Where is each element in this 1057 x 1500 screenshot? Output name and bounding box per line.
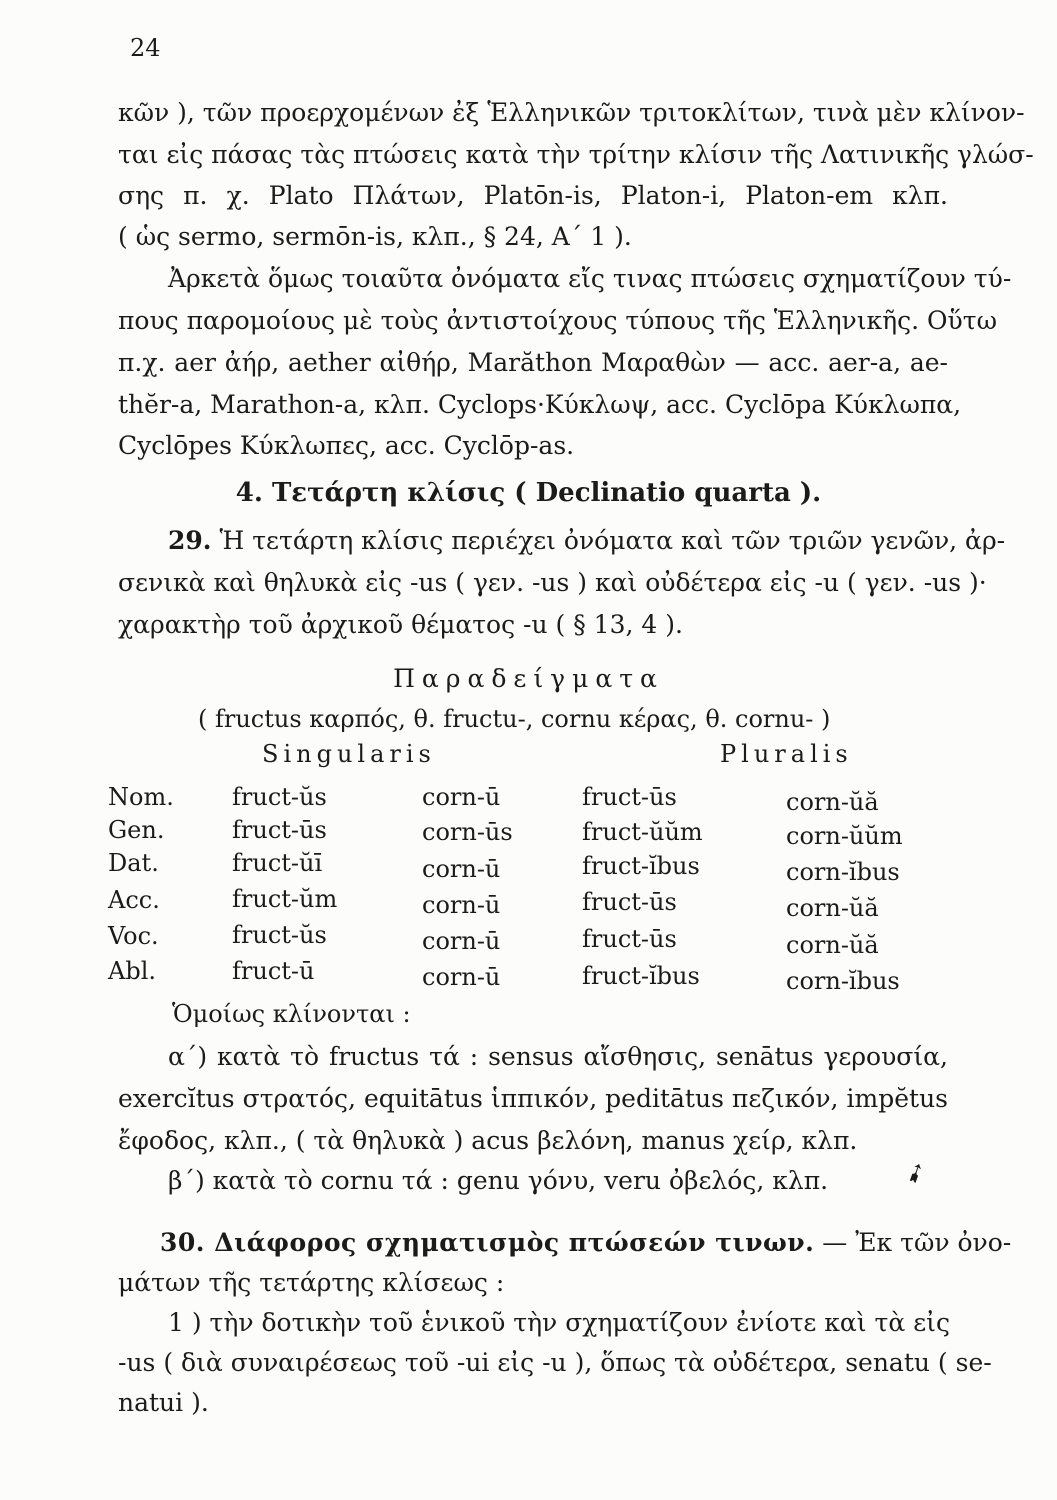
para-intro-line-1: κῶν ), τῶν προερχομένων ἐξ Ἑλληνικῶν τριτοκλίτων, τινὰ μὲν κλίνον- xyxy=(118,98,1025,127)
case-label: Abl. xyxy=(108,957,156,985)
cornu-plural: corn-ŭă xyxy=(786,931,879,959)
cornu-plural: corn-ŭă xyxy=(786,788,879,816)
section-30-line-1 xyxy=(160,1226,1012,1260)
page-number: 24 xyxy=(130,34,161,62)
paradigm-subtitle: ( fructus καρπός, θ. fructu-, cornu κέρας, θ. cornu- ) xyxy=(198,705,831,733)
cornu-singular: corn-ū xyxy=(422,927,501,955)
section-30-line-2: μάτων τῆς τετάρτης κλίσεως : xyxy=(118,1268,505,1297)
cornu-singular: corn-ū xyxy=(422,963,501,991)
fructus-plural: fruct-ūs xyxy=(582,925,677,953)
fructus-plural: fruct-ĭbus xyxy=(582,962,700,990)
para-second-line-2: πους παρομοίους μὲ τοὺς ἀντιστοίχους τύπους τῆς Ἑλληνικῆς. Οὕτω xyxy=(118,306,997,335)
pen-mark-icon: ➹ xyxy=(899,1154,933,1192)
para-second-line-4: thĕr-a, Marathon-a, κλπ. Cyclops·Κύκλωψ, acc. Cyclōpa Κύκλωπα, xyxy=(118,390,962,419)
fructus-plural: fruct-ŭŭm xyxy=(582,818,703,846)
para-29-line-1 xyxy=(168,524,1006,558)
section-30-heading: 30. Διάφορος σχηματισμὸς πτώσεών τινων. xyxy=(160,1228,815,1257)
para-intro-line-4: ( ὡς sermo, sermōn-is, κλπ., § 24, A΄ 1 ). xyxy=(118,222,632,251)
case-label: Gen. xyxy=(108,816,165,844)
list-a-line-1: α΄) κατὰ τὸ fructus τά : sensus αἴσθησις, senātus γερουσία, xyxy=(168,1042,948,1071)
fructus-plural: fruct-ĭbus xyxy=(582,852,700,880)
cornu-plural: corn-ĭbus xyxy=(786,858,900,886)
fructus-singular: fruct-ŭs xyxy=(232,783,327,811)
section-30-line-3: 1 ) τὴν δοτικὴν τοῦ ἑνικοῦ τὴν σχηματίζουν ἐνίοτε καὶ τὰ εἰς xyxy=(168,1308,950,1337)
section-30-line-5: natui ). xyxy=(118,1388,209,1417)
plural-header: Pluralis xyxy=(720,740,853,768)
fructus-singular: fruct-ūs xyxy=(232,816,327,844)
fructus-singular: fruct-ŭs xyxy=(232,921,327,949)
para-29-number: 29. xyxy=(168,526,212,555)
fructus-plural: fruct-ūs xyxy=(582,888,677,916)
similarly-label: Ὁμοίως κλίνονται : xyxy=(172,1000,411,1028)
list-a-line-2: exercĭtus στρατός, equitātus ἱππικόν, peditātus πεζικόν, impĕtus xyxy=(118,1084,948,1113)
list-b: β΄) κατὰ τὸ cornu τά : genu γόνυ, veru ὀβελός, κλπ. xyxy=(168,1166,829,1195)
para-29-text: Ἡ τετάρτη κλίσις περιέχει ὀνόματα καὶ τῶν τριῶν γενῶν, ἀρ- xyxy=(219,526,1006,555)
cornu-plural: corn-ĭbus xyxy=(786,967,900,995)
cornu-singular: corn-ūs xyxy=(422,818,513,846)
singular-header: Singularis xyxy=(262,740,436,768)
fructus-singular: fruct-ŭī xyxy=(232,849,323,877)
fructus-singular: fruct-ū xyxy=(232,957,315,985)
list-a-line-3: ἔφοδος, κλπ., ( τὰ θηλυκὰ ) acus βελόνη, manus χείρ, κλπ. xyxy=(118,1126,858,1155)
fructus-plural: fruct-ūs xyxy=(582,783,677,811)
para-29-line-2: σενικὰ καὶ θηλυκὰ εἰς -us ( γεν. -us ) καὶ οὐδέτερα εἰς -u ( γεν. -us )· xyxy=(118,568,987,597)
para-29-line-3: χαρακτὴρ τοῦ ἀρχικοῦ θέματος -u ( § 13, 4 ). xyxy=(118,610,683,639)
para-second-line-1: Ἀρκετὰ ὅμως τοιαῦτα ὀνόματα εἴς τινας πτώσεις σχηματίζουν τύ- xyxy=(168,264,1012,293)
case-label: Acc. xyxy=(108,886,160,914)
cornu-singular: corn-ū xyxy=(422,855,501,883)
para-second-line-3: π.χ. aer ἀήρ, aether αἰθήρ, Marăthon Μαραθὼν — acc. aer-a, ae- xyxy=(118,348,948,377)
para-second-line-5: Cyclōpes Κύκλωπες, acc. Cyclōp-as. xyxy=(118,431,575,460)
section-4-heading: 4. Τετάρτη κλίσις ( Declinatio quarta ). xyxy=(235,478,822,508)
para-intro-line-3: σης π. χ. Plato Πλάτων, Platōn-is, Platon-i, Platon-em κλπ. xyxy=(118,181,948,210)
case-label: Voc. xyxy=(108,922,159,950)
cornu-plural: corn-ŭŭm xyxy=(786,822,903,850)
para-intro-line-2: ται εἰς πάσας τὰς πτώσεις κατὰ τὴν τρίτην κλίσιν τῆς Λατινικῆς γλώσ- xyxy=(118,140,1034,169)
case-label: Dat. xyxy=(108,849,159,877)
section-30-line-4: -us ( διὰ συναιρέσεως τοῦ -ui εἰς -u ), ὅπως τὰ οὐδέτερα, senatu ( se- xyxy=(118,1348,992,1377)
case-label: Nom. xyxy=(108,783,174,811)
section-30-dash-text: — Ἐκ τῶν ὀνο- xyxy=(822,1228,1012,1257)
paradigm-title: Παραδείγματα xyxy=(393,664,664,693)
cornu-plural: corn-ŭă xyxy=(786,894,879,922)
cornu-singular: corn-ū xyxy=(422,783,501,811)
cornu-singular: corn-ū xyxy=(422,891,501,919)
fructus-singular: fruct-ŭm xyxy=(232,885,338,913)
